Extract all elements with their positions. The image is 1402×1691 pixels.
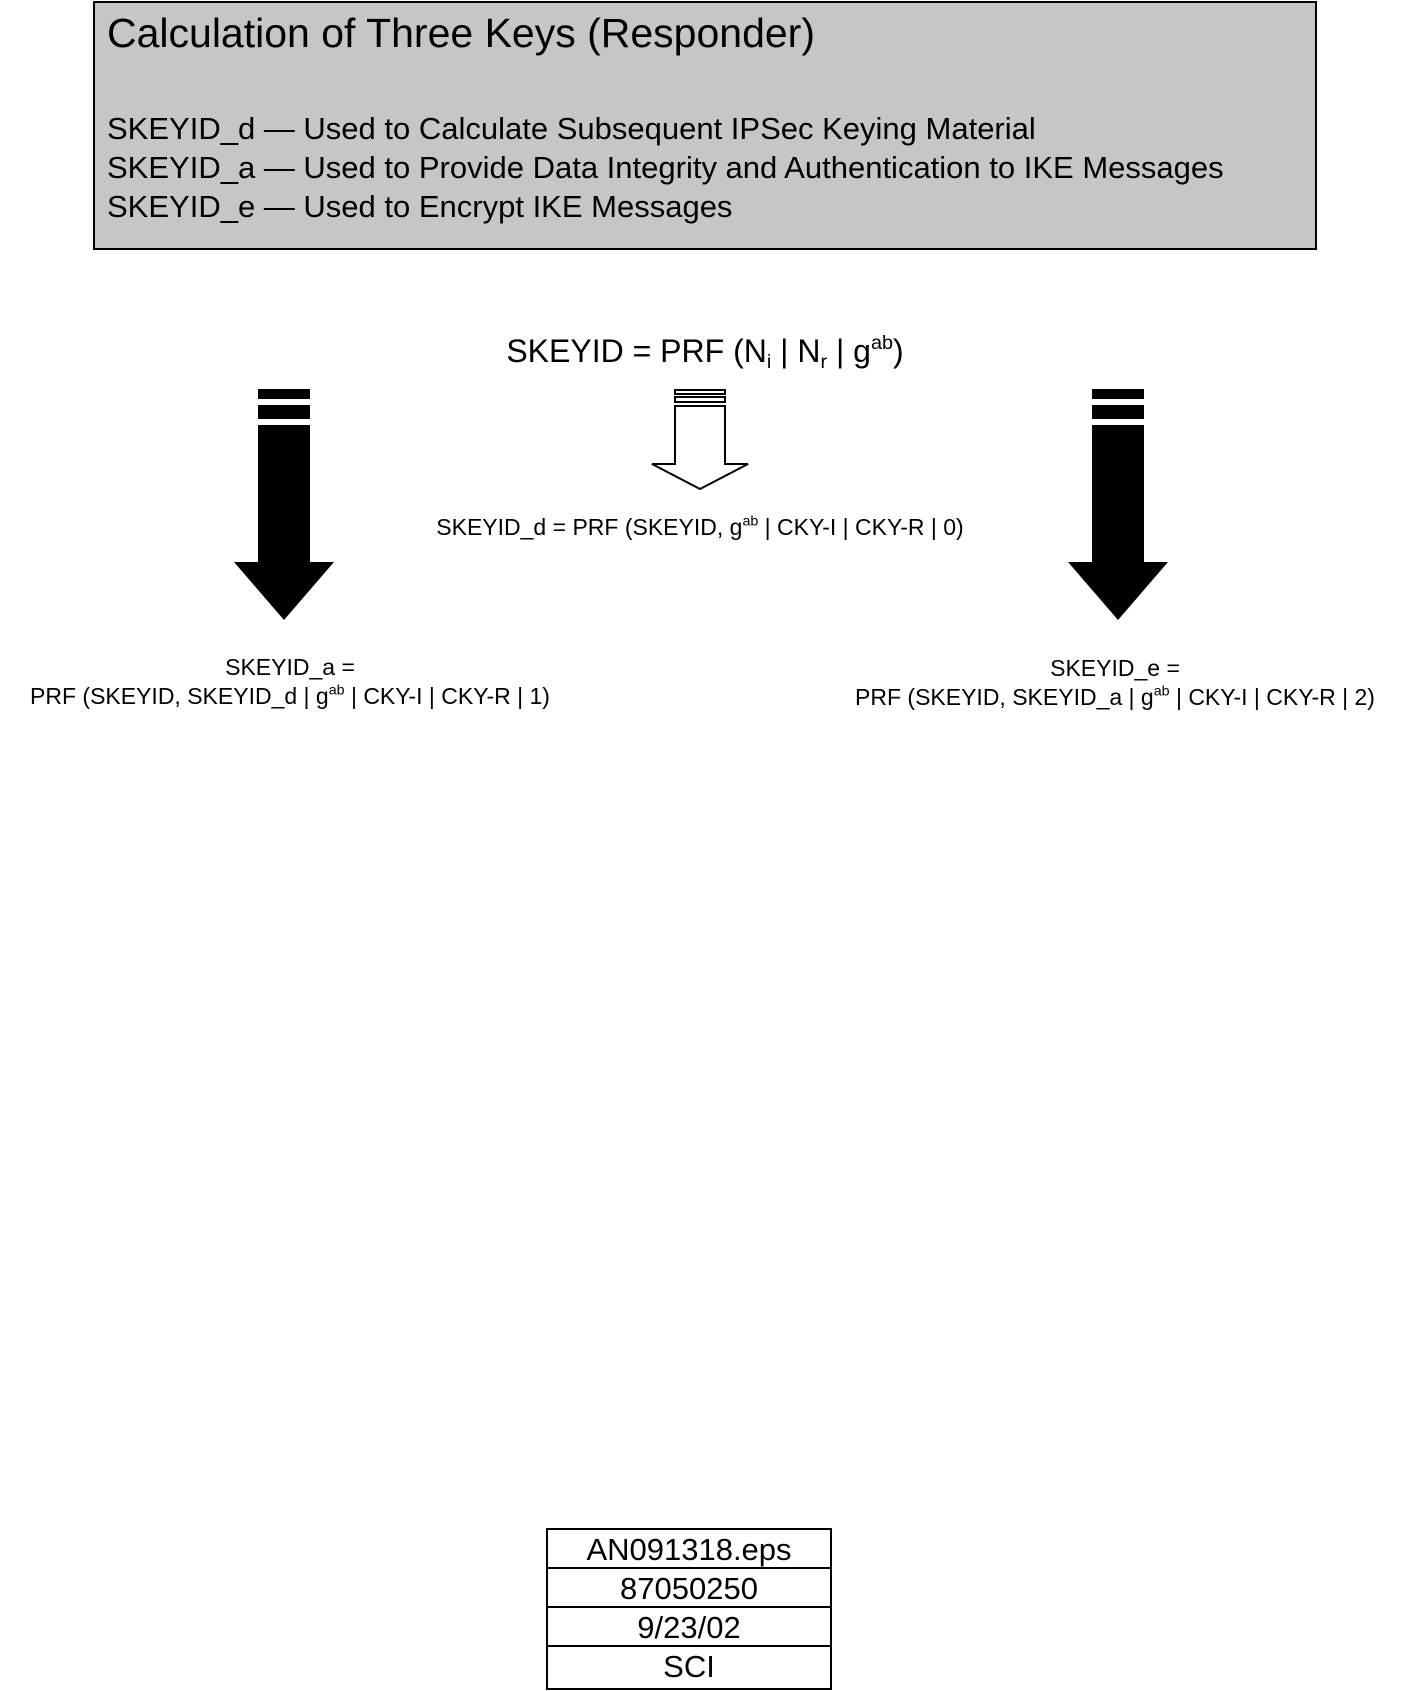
- file-stamp: [546, 1528, 832, 1690]
- definition-skeyid-e: SKEYID_e — Used to Encrypt IKE Messages: [107, 189, 733, 224]
- skeyid-a-label: SKEYID_a =: [225, 654, 355, 680]
- stamp-author: SCI: [663, 1649, 715, 1684]
- skeyid-e-label: SKEYID_e =: [1050, 655, 1180, 681]
- skeyid-equation: SKEYID = PRF ($N_i$ | $N_r$ | $g^{ab}$): [506, 332, 904, 373]
- down-arrow-right-icon: [1067, 389, 1169, 621]
- stamp-date: 9/23/02: [548, 1608, 830, 1647]
- skeyid-e-equation: [830, 654, 1400, 712]
- stamp-filename: AN091318.eps: [548, 1530, 830, 1569]
- skeyid-a-formula: PRF (SKEYID, SKEYID_d | $g^{ab}$ | CKY-I | CKY-R | 1): [30, 682, 550, 709]
- down-arrow-left-icon: [233, 389, 335, 621]
- skeyid-d-equation: SKEYID_d = PRF (SKEYID, $g^{ab}$ | CKY-I | CKY-R | 0): [436, 513, 964, 540]
- down-arrow-hollow-icon: [650, 389, 750, 491]
- definition-skeyid-a: SKEYID_a — Used to Provide Data Integrity and Authentication to IKE Messages: [107, 150, 1224, 185]
- diagram-title: Calculation of Three Keys (Responder): [107, 10, 815, 56]
- skeyid-e-formula: PRF (SKEYID, SKEYID_a | $g^{ab}$ | CKY-I | CKY-R | 2): [855, 683, 1375, 710]
- definition-skeyid-d: SKEYID_d — Used to Calculate Subsequent IPSec Keying Material: [107, 111, 1036, 146]
- stamp-number: 87050250: [548, 1569, 830, 1608]
- skeyid-a-equation: [0, 653, 580, 711]
- definitions-box: [93, 1, 1317, 250]
